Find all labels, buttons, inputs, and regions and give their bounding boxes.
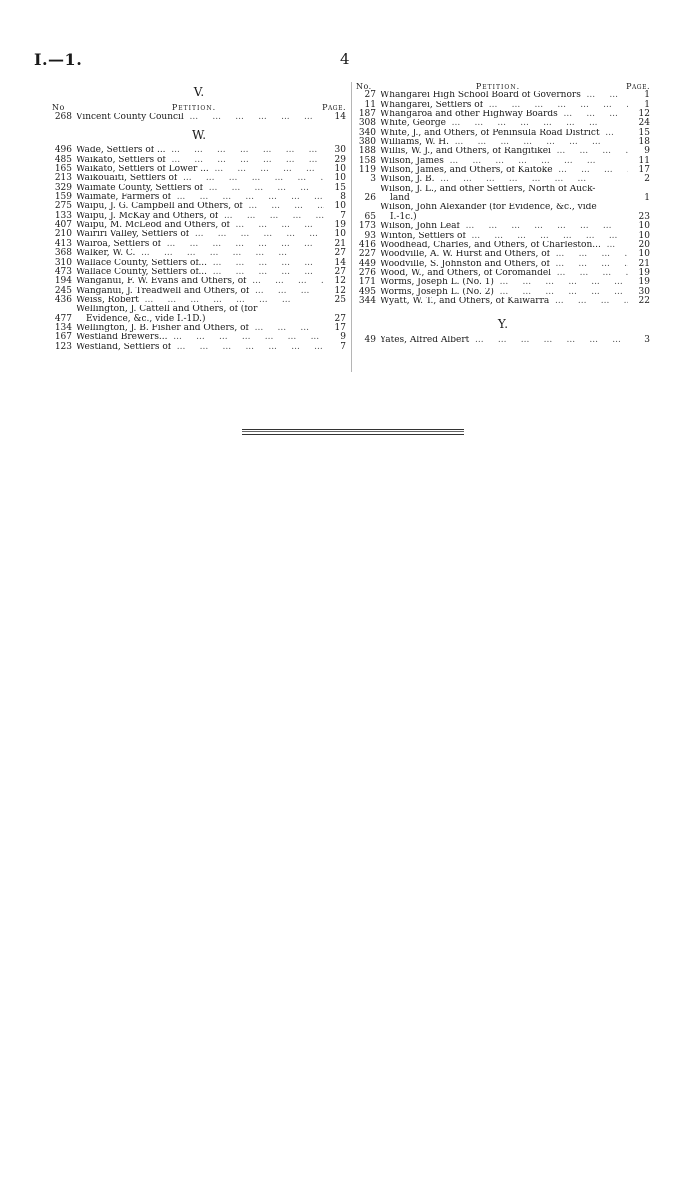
index-entry (52, 184, 346, 193)
entry-petition (76, 146, 324, 155)
column-headers (356, 82, 650, 91)
index-entry (356, 129, 650, 138)
entry-petition-text: Waipu, J. G. Campbell and Others, of (76, 202, 243, 212)
entry-petition-text: Waipu, J. McKay and Others, of (76, 211, 219, 221)
entry-petition (76, 249, 324, 258)
entry-petition-text: Whangaroa and other Highway Boards (380, 110, 558, 120)
entry-number: 210 (54, 229, 72, 240)
index-entry (52, 230, 346, 239)
entry-petition (76, 230, 324, 239)
index-entry (52, 156, 346, 165)
entry-page: 21 (334, 238, 346, 249)
index-entry (356, 175, 650, 184)
entry-page: 7 (340, 341, 346, 352)
entry-petition (380, 175, 628, 184)
index-entry (356, 250, 650, 259)
entry-petition-text: Williams, W. H. (380, 138, 449, 148)
entry-number: 3 (370, 174, 376, 185)
entry-page: 17 (638, 165, 650, 176)
entry-petition (76, 156, 324, 165)
entry-petition (380, 336, 628, 345)
entry-petition (76, 259, 324, 268)
entry-petition (380, 138, 628, 147)
entry-petition-text: Westland Brewers... (76, 333, 168, 343)
entry-number: 344 (358, 295, 376, 306)
entry-page: 10 (334, 173, 346, 184)
entry-petition (76, 113, 324, 122)
section-v-entries (52, 113, 346, 122)
entry-number: 308 (358, 118, 376, 129)
entry-petition (380, 147, 628, 156)
entry-page: 12 (638, 109, 650, 120)
entry-number: 268 (54, 111, 72, 122)
entry-page: 10 (334, 201, 346, 212)
entry-page: 1 (644, 99, 650, 110)
index-entry (356, 241, 650, 250)
index-entry (356, 269, 650, 278)
entry-page: 21 (638, 258, 650, 269)
entry-page: 11 (638, 155, 650, 166)
entry-page: 27 (334, 266, 346, 277)
entry-page: 30 (638, 286, 650, 297)
entry-petition-text: Woodhead, Charles, and Others, of Charleston... (380, 240, 601, 250)
entry-petition-text: Winton, Settlers of (380, 231, 466, 241)
section-w-continued-entries (356, 91, 650, 306)
entry-page: 9 (340, 332, 346, 343)
entry-petition (380, 166, 628, 175)
entry-number: 188 (358, 146, 376, 157)
entry-number: 368 (54, 248, 72, 259)
entry-petition (76, 268, 324, 277)
entry-page: 27 (334, 248, 346, 259)
index-entry (356, 119, 650, 128)
entry-page: 12 (334, 276, 346, 287)
entry-petition-text: Woodville, A. W. Hurst and Others, of (380, 250, 550, 260)
header-no: No (52, 103, 65, 113)
index-entry (356, 147, 650, 156)
index-entry (356, 222, 650, 231)
entry-page: 7 (340, 210, 346, 221)
entry-number: 275 (54, 201, 72, 212)
entry-number: 134 (54, 322, 72, 333)
index-entry (52, 193, 346, 202)
entry-number: 496 (54, 145, 72, 156)
entry-petition-text: Wellington, J. Cattell and Others, of (for (76, 305, 258, 315)
entry-number: 11 (364, 99, 376, 110)
index-entry (52, 174, 346, 183)
entry-petition-continuation: land (390, 193, 410, 204)
entry-number: 173 (358, 221, 376, 232)
entry-petition (76, 193, 324, 202)
index-entry (52, 324, 346, 333)
section-letter-y: Y. (497, 317, 509, 332)
left-column (52, 82, 346, 352)
index-entry (52, 277, 346, 286)
entry-page: 17 (334, 322, 346, 333)
entry-petition (76, 202, 324, 211)
page-number: 4 (340, 50, 350, 68)
entry-petition (380, 101, 628, 110)
entry-petition (380, 297, 628, 306)
entry-petition (76, 174, 324, 183)
entry-petition (380, 278, 628, 287)
entry-page: 22 (638, 295, 650, 306)
header-petition: Petition. (171, 103, 217, 113)
entry-number: 245 (54, 285, 72, 296)
entry-petition (76, 212, 324, 221)
entry-page: 9 (644, 146, 650, 157)
entry-petition (76, 277, 324, 286)
entry-petition-text: Wood, W., and Others, of Coromandel (380, 268, 552, 278)
index-entry (356, 91, 650, 100)
entry-petition-text: Waikato, Settlers of Lower ... (76, 165, 209, 175)
entry-number: 49 (364, 334, 376, 345)
index-entry (52, 268, 346, 277)
entry-petition (76, 296, 324, 305)
entry-petition (76, 324, 324, 333)
entry-number: 227 (358, 249, 376, 260)
entry-page: 24 (638, 118, 650, 129)
end-rule (242, 429, 464, 435)
entry-petition (380, 260, 628, 269)
entry-petition-text: Waimate, Farmers of (76, 193, 171, 203)
entry-page: 15 (334, 182, 346, 193)
entry-number: 65 (364, 211, 376, 222)
index-entry (52, 240, 346, 249)
entry-number: 413 (54, 238, 72, 249)
entry-number: 158 (358, 155, 376, 166)
entry-petition-text: White, J., and Others, of Peninsula Road District (380, 128, 600, 138)
column-divider (351, 82, 352, 372)
index-entry (356, 157, 650, 166)
section-y-entries (356, 336, 650, 345)
section-w-entries (52, 146, 346, 352)
entry-number: 133 (54, 210, 72, 221)
entry-page: 19 (638, 267, 650, 278)
entry-number: 416 (358, 239, 376, 250)
entry-number: 26 (364, 193, 376, 204)
entry-petition-text: Walker, W. C. (76, 249, 136, 259)
entry-number: 213 (54, 173, 72, 184)
entry-petition-text: Whangarei High School Board of Governors (380, 91, 581, 101)
index-entry (52, 343, 346, 352)
index-entry (356, 185, 650, 204)
entry-petition-text: Weiss, Robert (76, 295, 139, 305)
index-entry (356, 260, 650, 269)
section-letter-w: W. (191, 128, 207, 143)
entry-petition-text: Waipu, M. McLeod and Others, of (76, 221, 230, 231)
entry-petition-text: Wyatt, W. T., and Others, of Kaiwarra (380, 296, 550, 306)
index-entry (356, 297, 650, 306)
entry-petition-continuation: Evidence, &c., vide I.-1D.) (86, 313, 206, 324)
header-page: Page. (626, 82, 650, 91)
entry-petition-text: White, George (380, 119, 446, 129)
entry-petition-text: Vincent County Council (76, 112, 184, 122)
entry-number: 159 (54, 192, 72, 203)
entry-number: 436 (54, 294, 72, 305)
entry-number: 485 (54, 154, 72, 165)
entry-number: 329 (54, 182, 72, 193)
entry-petition-text: Wallace County, Settlers of... (76, 267, 208, 277)
entry-page: 30 (334, 145, 346, 156)
entry-petition-text: Woodville, S. Johnston and Others, of (380, 259, 550, 269)
entry-number: 407 (54, 220, 72, 231)
entry-petition (380, 119, 628, 128)
index-entry (52, 202, 346, 211)
entry-petition (380, 129, 628, 138)
entry-petition-text: Wilson, James, and Others, of Kaitoke (380, 166, 553, 176)
entry-petition-text: Waikato, Settlers of (76, 155, 166, 165)
entry-page: 19 (334, 220, 346, 231)
index-entry (52, 287, 346, 296)
entry-number: 194 (54, 276, 72, 287)
entry-page: 15 (638, 127, 650, 138)
entry-page: 10 (334, 229, 346, 240)
entry-petition-text: Worms, Joseph L. (No. 2) (380, 287, 494, 297)
entry-number: 171 (358, 277, 376, 288)
entry-petition-text: Wilson, James (380, 156, 444, 166)
entry-number: 187 (358, 109, 376, 120)
entry-page: 3 (644, 334, 650, 345)
entry-petition (380, 110, 628, 119)
entry-page: 1 (644, 90, 650, 101)
index-entry (356, 203, 650, 222)
index-entry (356, 336, 650, 345)
entry-page: 23 (638, 211, 650, 222)
entry-petition (76, 240, 324, 249)
entry-page: 25 (334, 294, 346, 305)
entry-page: 10 (638, 249, 650, 260)
index-entry (52, 212, 346, 221)
entry-number: 380 (358, 137, 376, 148)
entry-petition (380, 185, 628, 204)
index-entry (356, 101, 650, 110)
entry-petition-text: Wilson, J. L., and other Settlers, North of Auck- (380, 184, 596, 194)
entry-petition (380, 222, 628, 231)
entry-petition-text: Wairiri Valley, Settlers of (76, 230, 190, 240)
entry-petition-text: Westland, Settlers of (76, 342, 172, 352)
entry-petition (76, 287, 324, 296)
right-column (356, 82, 650, 345)
entry-petition (380, 203, 628, 222)
header-no: No. (356, 82, 372, 91)
index-entry (356, 288, 650, 297)
entry-petition (76, 221, 324, 230)
entry-petition-text: Wanganui, J. Treadwell and Others, of (76, 286, 250, 296)
entry-page: 14 (334, 111, 346, 122)
entry-page: 12 (334, 285, 346, 296)
header-page: Page. (322, 103, 346, 113)
entry-page: 8 (340, 192, 346, 203)
entry-number: 167 (54, 332, 72, 343)
index-entry (52, 259, 346, 268)
entry-number: 119 (358, 165, 376, 176)
entry-number: 340 (358, 127, 376, 138)
index-entry (356, 110, 650, 119)
entry-page: 2 (644, 174, 650, 185)
entry-petition (76, 165, 324, 174)
entry-petition (380, 232, 628, 241)
entry-petition-text: Wellington, J. B. Fisher and Others, of (76, 323, 249, 333)
entry-number: 27 (364, 90, 376, 101)
document-id: I.—1. (34, 50, 83, 69)
index-entry (52, 221, 346, 230)
index-entry (52, 165, 346, 174)
entry-petition (380, 250, 628, 259)
index-entry (52, 113, 346, 122)
entry-petition (76, 184, 324, 193)
entry-petition (76, 333, 324, 342)
index-entry (52, 146, 346, 155)
entry-petition (76, 305, 324, 324)
entry-petition-text: Yates, Alfred Albert (380, 335, 470, 345)
entry-page: 10 (638, 230, 650, 241)
entry-petition-text: Wairoa, Settlers of (76, 239, 161, 249)
entry-page: 10 (638, 221, 650, 232)
entry-petition (76, 343, 324, 352)
index-entry (356, 232, 650, 241)
entry-petition-text: Wanganui, F. W. Evans and Others, of (76, 277, 247, 287)
entry-page: 18 (638, 137, 650, 148)
entry-petition (380, 157, 628, 166)
index-entry (356, 278, 650, 287)
entry-petition (380, 269, 628, 278)
entry-page: 20 (638, 239, 650, 250)
entry-petition-text: Waimate County, Settlers of (76, 183, 204, 193)
entry-petition-text: Wade, Settlers of ... (76, 146, 166, 156)
index-entry (52, 333, 346, 342)
entry-number: 473 (54, 266, 72, 277)
entry-number: 123 (54, 341, 72, 352)
entry-page: 14 (334, 257, 346, 268)
entry-number: 93 (364, 230, 376, 241)
entry-petition-text: Wilson, John Leaf (380, 222, 460, 232)
index-entry (52, 305, 346, 324)
index-entry (52, 249, 346, 258)
entry-number: 276 (358, 267, 376, 278)
section-letter-v: V. (193, 85, 205, 99)
entry-page: 1 (644, 193, 650, 204)
index-entry (52, 296, 346, 305)
entry-page: 27 (334, 313, 346, 324)
entry-petition-text: Worms, Joseph L. (No. 1) (380, 278, 494, 288)
entry-number: 449 (358, 258, 376, 269)
entry-page: 29 (334, 154, 346, 165)
entry-petition-text: Willis, W. J., and Others, of Rangitikei (380, 147, 551, 157)
entry-petition-text: Wilson, John Alexander (for Evidence, &c., vide (380, 203, 597, 213)
entry-number: 477 (54, 313, 72, 324)
entry-petition (380, 91, 628, 100)
entry-petition-text: Whangarei, Settlers of (380, 100, 484, 110)
entry-petition-text: Wilson, J. B. (380, 175, 435, 185)
entry-petition-continuation: I.-1c.) (390, 211, 417, 222)
entry-petition (380, 241, 628, 250)
index-entry (356, 138, 650, 147)
header-petition: Petition. (475, 82, 521, 91)
entry-number: 165 (54, 164, 72, 175)
entry-petition (380, 288, 628, 297)
entry-petition-text: Waikouaiti, Settlers of (76, 174, 178, 184)
column-headers (52, 103, 346, 112)
index-entry (356, 166, 650, 175)
entry-page: 19 (638, 277, 650, 288)
entry-number: 495 (358, 286, 376, 297)
entry-number: 310 (54, 257, 72, 268)
entry-petition-text: Wallace County, Settlers of... (76, 258, 208, 268)
entry-page: 10 (334, 164, 346, 175)
